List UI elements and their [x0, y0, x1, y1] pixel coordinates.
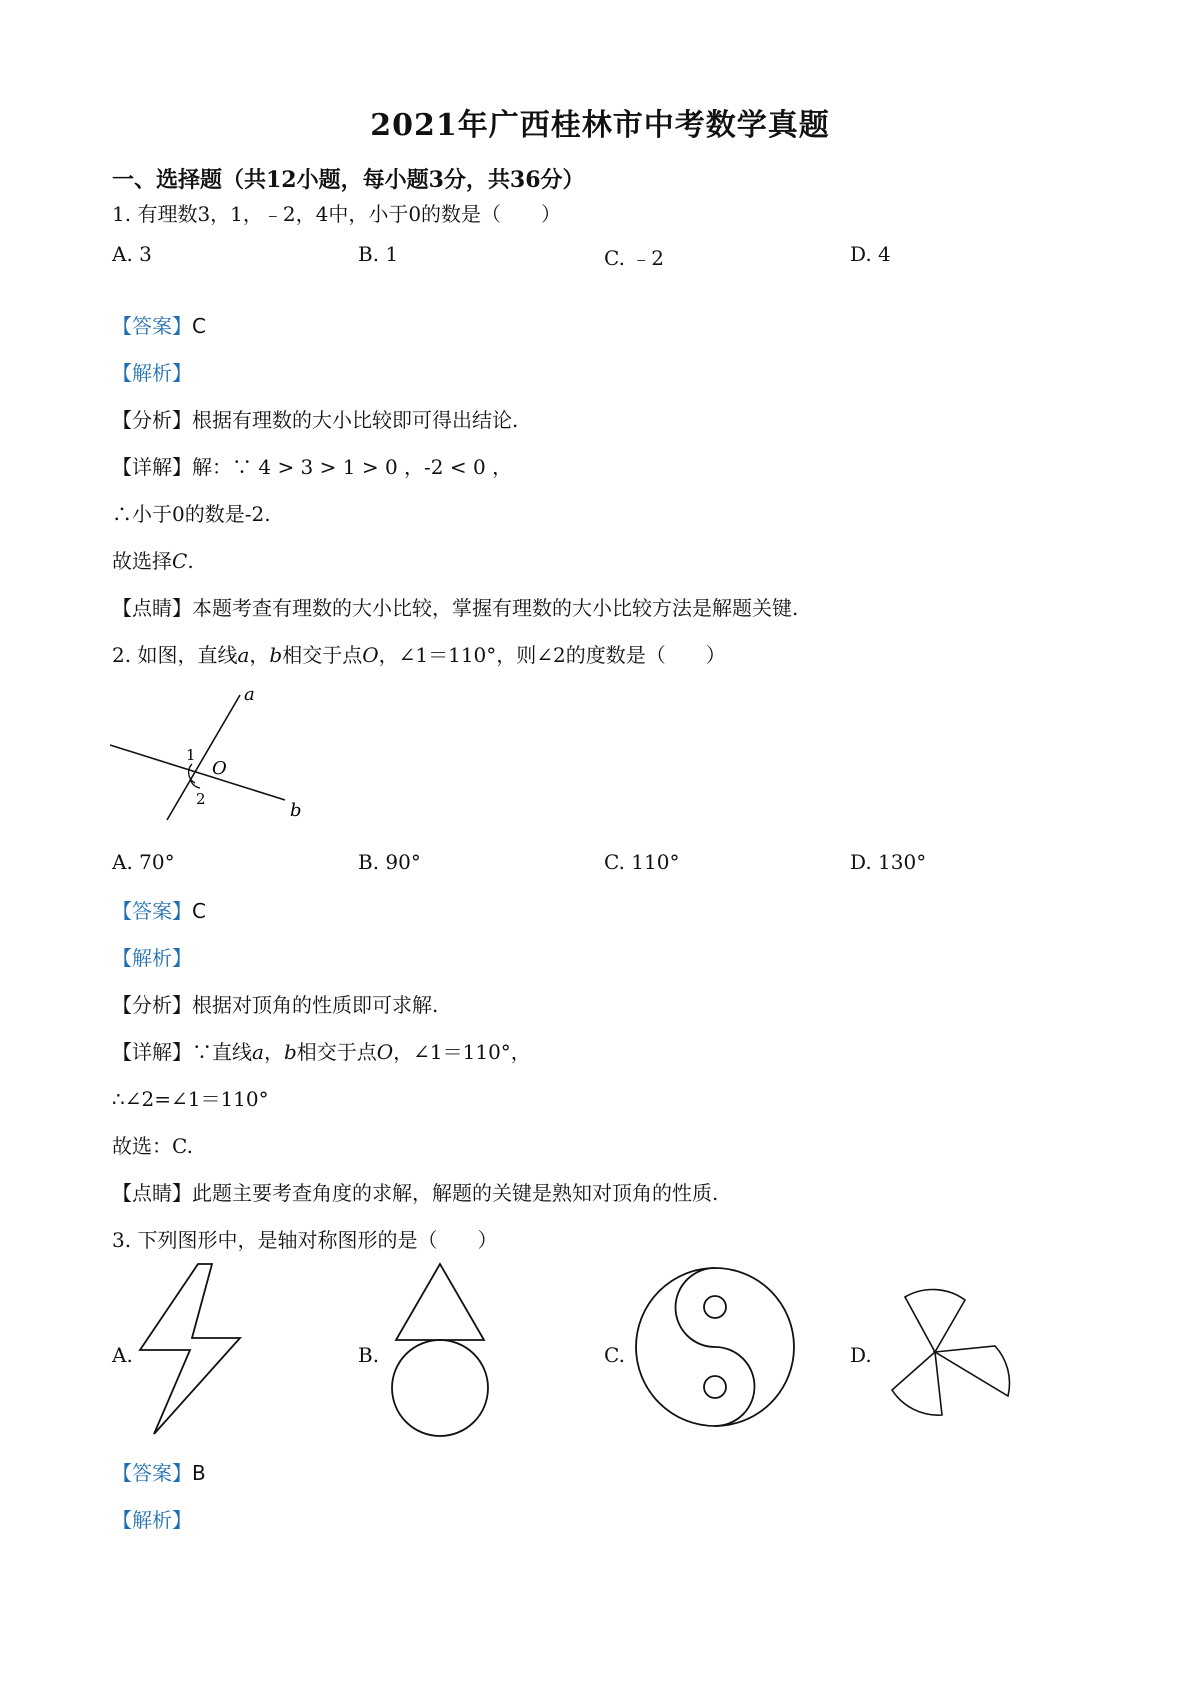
- q3-option-c-label: C.: [604, 1343, 625, 1367]
- q2-xiangjie: [112, 1036, 531, 1065]
- var-a: a: [237, 643, 250, 667]
- choose-prefix: 故选择: [112, 549, 172, 573]
- dianjing-text: 本题考查有理数的大小比较，掌握有理数的大小比较方法是解题关键.: [192, 596, 799, 620]
- answer-value: C: [192, 899, 206, 923]
- q2-option-d: D. 130°: [850, 850, 927, 874]
- intersecting-lines-figure: [100, 680, 320, 830]
- q1-option-a: A. 3: [112, 242, 152, 266]
- q2-therefore: ∴∠2=∠1＝110°: [112, 1087, 269, 1111]
- choose-suffix: .: [187, 549, 194, 573]
- yin-yang-figure: [630, 1262, 800, 1432]
- q3-option-a-label: A.: [112, 1343, 133, 1367]
- xiangjie-part: 相交于点: [296, 1040, 377, 1064]
- page-title: 2021年广西桂林市中考数学真题: [370, 108, 830, 143]
- label-1: 1: [186, 746, 196, 764]
- section-heading: 一、选择题（共12小题，每小题3分，共36分）: [112, 167, 585, 193]
- q1-answer-line: [112, 310, 206, 339]
- q2-answer-line: [112, 895, 206, 924]
- label-o: O: [212, 758, 227, 779]
- q2-option-b: B. 90°: [358, 850, 421, 874]
- choose-letter: C: [172, 549, 188, 573]
- xiangjie-part: ∵直线: [192, 1040, 252, 1064]
- dianjing-text: 此题主要考查角度的求解，解题的关键是熟知对顶角的性质.: [192, 1181, 719, 1205]
- q1-stem: 1. 有理数3，1，﹣2，4中，小于0的数是（ ）: [112, 202, 562, 226]
- var-o: O: [376, 1040, 394, 1064]
- q1-analysis-tag: 【解析】: [112, 361, 192, 385]
- fenxi-text: 根据有理数的大小比较即可得出结论.: [192, 408, 519, 432]
- var-b: b: [283, 1040, 297, 1064]
- q3-answer-line: [112, 1457, 206, 1486]
- q3-analysis-tag: 【解析】: [112, 1508, 192, 1532]
- q2-stem-part: 相交于点: [282, 643, 363, 667]
- fenxi-tag: 【分析】: [112, 408, 192, 432]
- answer-tag: 【答案】: [112, 314, 192, 338]
- q2-option-c: C. 110°: [604, 850, 680, 874]
- xiangjie-tag: 【详解】: [112, 455, 192, 479]
- q1-therefore: ∴小于0的数是-2.: [112, 502, 271, 526]
- dianjing-tag: 【点睛】: [112, 596, 192, 620]
- xiangjie-text: 解：∵ 4 > 3 > 1 > 0 ，-2 < 0 ，: [192, 455, 513, 479]
- q2-dianjing: [112, 1177, 718, 1206]
- lightning-bolt-figure: [130, 1258, 250, 1438]
- comma: ，: [263, 1040, 284, 1064]
- q2-stem-part: ，∠1＝110°，则∠2的度数是（ ）: [378, 643, 726, 667]
- fenxi-tag: 【分析】: [112, 993, 192, 1017]
- q3-stem: 3. 下列图形中，是轴对称图形的是（ ）: [112, 1228, 498, 1252]
- q1-option-b: B. 1: [358, 242, 399, 266]
- pinwheel-figure: [870, 1282, 1020, 1432]
- triangle-on-circle-figure: [380, 1258, 500, 1438]
- q2-analysis-tag: 【解析】: [112, 946, 192, 970]
- comma: ，: [249, 643, 270, 667]
- q2-stem: [112, 639, 726, 668]
- var-o: O: [362, 643, 379, 667]
- label-2: 2: [196, 790, 206, 808]
- fenxi-text: 根据对顶角的性质即可求解.: [192, 993, 439, 1017]
- q1-xiangjie: [112, 451, 512, 480]
- q3-option-d-label: D.: [850, 1343, 872, 1367]
- xiangjie-tag: 【详解】: [112, 1040, 192, 1064]
- var-a: a: [252, 1040, 264, 1064]
- var-b: b: [269, 643, 283, 667]
- q2-fenxi: [112, 989, 438, 1018]
- answer-tag: 【答案】: [112, 899, 192, 923]
- xiangjie-part: ，∠1＝110°，: [393, 1040, 531, 1064]
- q2-stem-part: 2. 如图，直线: [112, 643, 238, 667]
- q1-option-d: D. 4: [850, 242, 891, 266]
- q1-option-c: C. ﹣2: [604, 246, 665, 270]
- q2-option-a: A. 70°: [112, 850, 175, 874]
- q3-option-b-label: B.: [358, 1343, 380, 1367]
- answer-tag: 【答案】: [112, 1461, 192, 1485]
- q1-choose: [112, 545, 194, 574]
- label-a: a: [244, 684, 255, 705]
- q2-choose: 故选：C.: [112, 1134, 193, 1158]
- answer-value: C: [192, 314, 206, 338]
- label-b: b: [290, 800, 302, 821]
- answer-value: B: [192, 1461, 206, 1485]
- q1-dianjing: [112, 592, 798, 621]
- q1-fenxi: [112, 404, 518, 433]
- dianjing-tag: 【点睛】: [112, 1181, 192, 1205]
